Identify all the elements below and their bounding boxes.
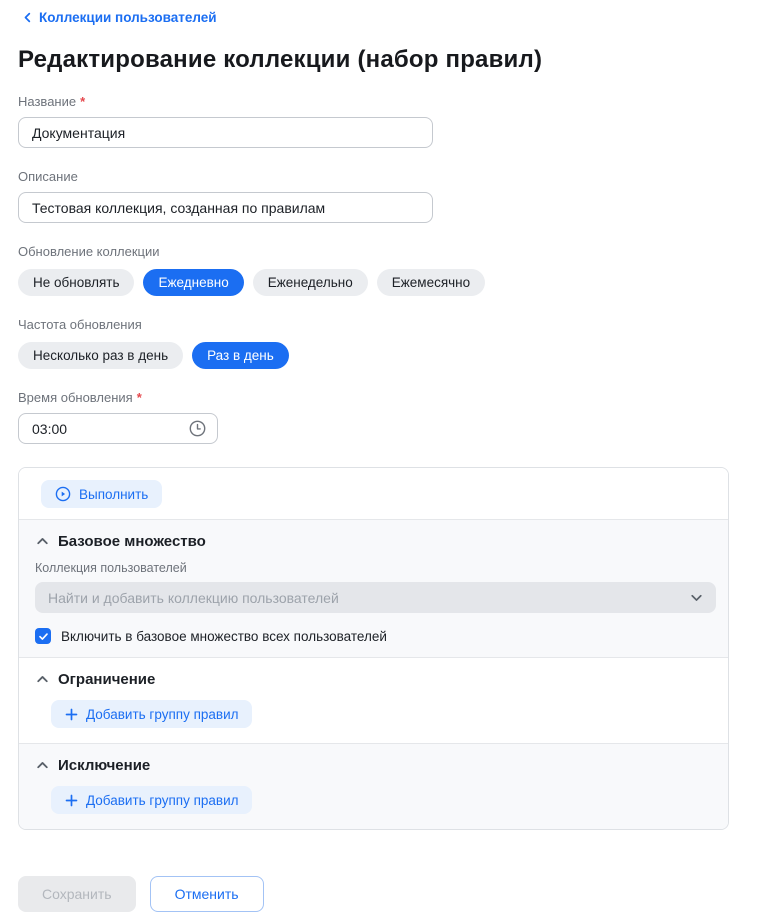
breadcrumb-back-link[interactable]: [22, 10, 217, 25]
update-mode-option-monthly[interactable]: Ежемесячно: [377, 269, 485, 296]
run-button[interactable]: [41, 480, 162, 508]
clock-icon[interactable]: [189, 420, 206, 437]
update-time-input[interactable]: [18, 413, 218, 444]
section-restriction: [19, 657, 728, 743]
plus-icon: [65, 708, 78, 721]
plus-icon: [65, 794, 78, 807]
update-mode-option-weekly[interactable]: Еженедельно: [253, 269, 368, 296]
section-exclusion: [19, 743, 728, 829]
required-marker: *: [80, 94, 86, 109]
footer-actions: [18, 876, 760, 912]
section-exclusion-title: Исключение: [58, 757, 151, 774]
add-rule-group-label: Добавить группу правил: [86, 706, 239, 722]
frequency-option-multiple-per-day[interactable]: Несколько раз в день: [18, 342, 183, 369]
collection-select-placeholder: Найти и добавить коллекцию пользователей: [48, 589, 339, 606]
update-frequency-options: [18, 342, 760, 369]
update-mode-option-daily[interactable]: Ежедневно: [143, 269, 243, 296]
rules-card: [18, 467, 729, 830]
checkbox-checked-icon[interactable]: [35, 628, 51, 644]
description-field-group: [18, 169, 760, 223]
required-marker: *: [136, 390, 142, 405]
run-button-label: Выполнить: [79, 486, 149, 502]
chevron-up-icon[interactable]: [35, 758, 50, 773]
section-base-set-title: Базовое множество: [58, 533, 206, 550]
include-all-users-checkbox-row[interactable]: [35, 628, 712, 644]
collection-select[interactable]: [35, 582, 716, 613]
save-button[interactable]: Сохранить: [18, 876, 136, 912]
collection-select-label: Коллекция пользователей: [35, 561, 187, 575]
update-time-label: Время обновления *: [18, 390, 142, 405]
name-field-group: [18, 94, 760, 148]
chevron-up-icon[interactable]: [35, 534, 50, 549]
name-label: Название *: [18, 94, 86, 109]
add-rule-group-label: Добавить группу правил: [86, 792, 239, 808]
run-row: [19, 468, 728, 519]
update-frequency-group: [18, 317, 760, 369]
chevron-left-icon: [22, 12, 33, 23]
update-time-value: 03:00: [32, 420, 68, 437]
update-mode-group: [18, 244, 760, 296]
section-base-set-header[interactable]: [35, 531, 712, 552]
include-all-users-label: Включить в базовое множество всех пользователей: [61, 628, 387, 644]
cancel-button[interactable]: Отменить: [150, 876, 264, 912]
description-label: Описание: [18, 169, 78, 184]
section-restriction-title: Ограничение: [58, 671, 156, 688]
update-mode-label: Обновление коллекции: [18, 244, 160, 259]
play-circle-icon: [55, 486, 71, 502]
description-input[interactable]: [18, 192, 433, 223]
frequency-option-once-per-day[interactable]: Раз в день: [192, 342, 289, 369]
restriction-add-rule-group-button[interactable]: [51, 700, 252, 728]
breadcrumb-label: Коллекции пользователей: [39, 10, 217, 25]
section-base-set: [19, 519, 728, 657]
page-title: Редактирование коллекции (набор правил): [18, 46, 543, 73]
chevron-up-icon[interactable]: [35, 672, 50, 687]
name-input[interactable]: [18, 117, 433, 148]
exclusion-add-rule-group-button[interactable]: [51, 786, 252, 814]
section-restriction-header[interactable]: [35, 669, 712, 690]
update-mode-options: [18, 269, 760, 296]
section-exclusion-header[interactable]: [35, 755, 712, 776]
chevron-down-icon: [689, 590, 704, 605]
update-time-group: [18, 390, 760, 444]
update-mode-option-never[interactable]: Не обновлять: [18, 269, 134, 296]
update-frequency-label: Частота обновления: [18, 317, 142, 332]
